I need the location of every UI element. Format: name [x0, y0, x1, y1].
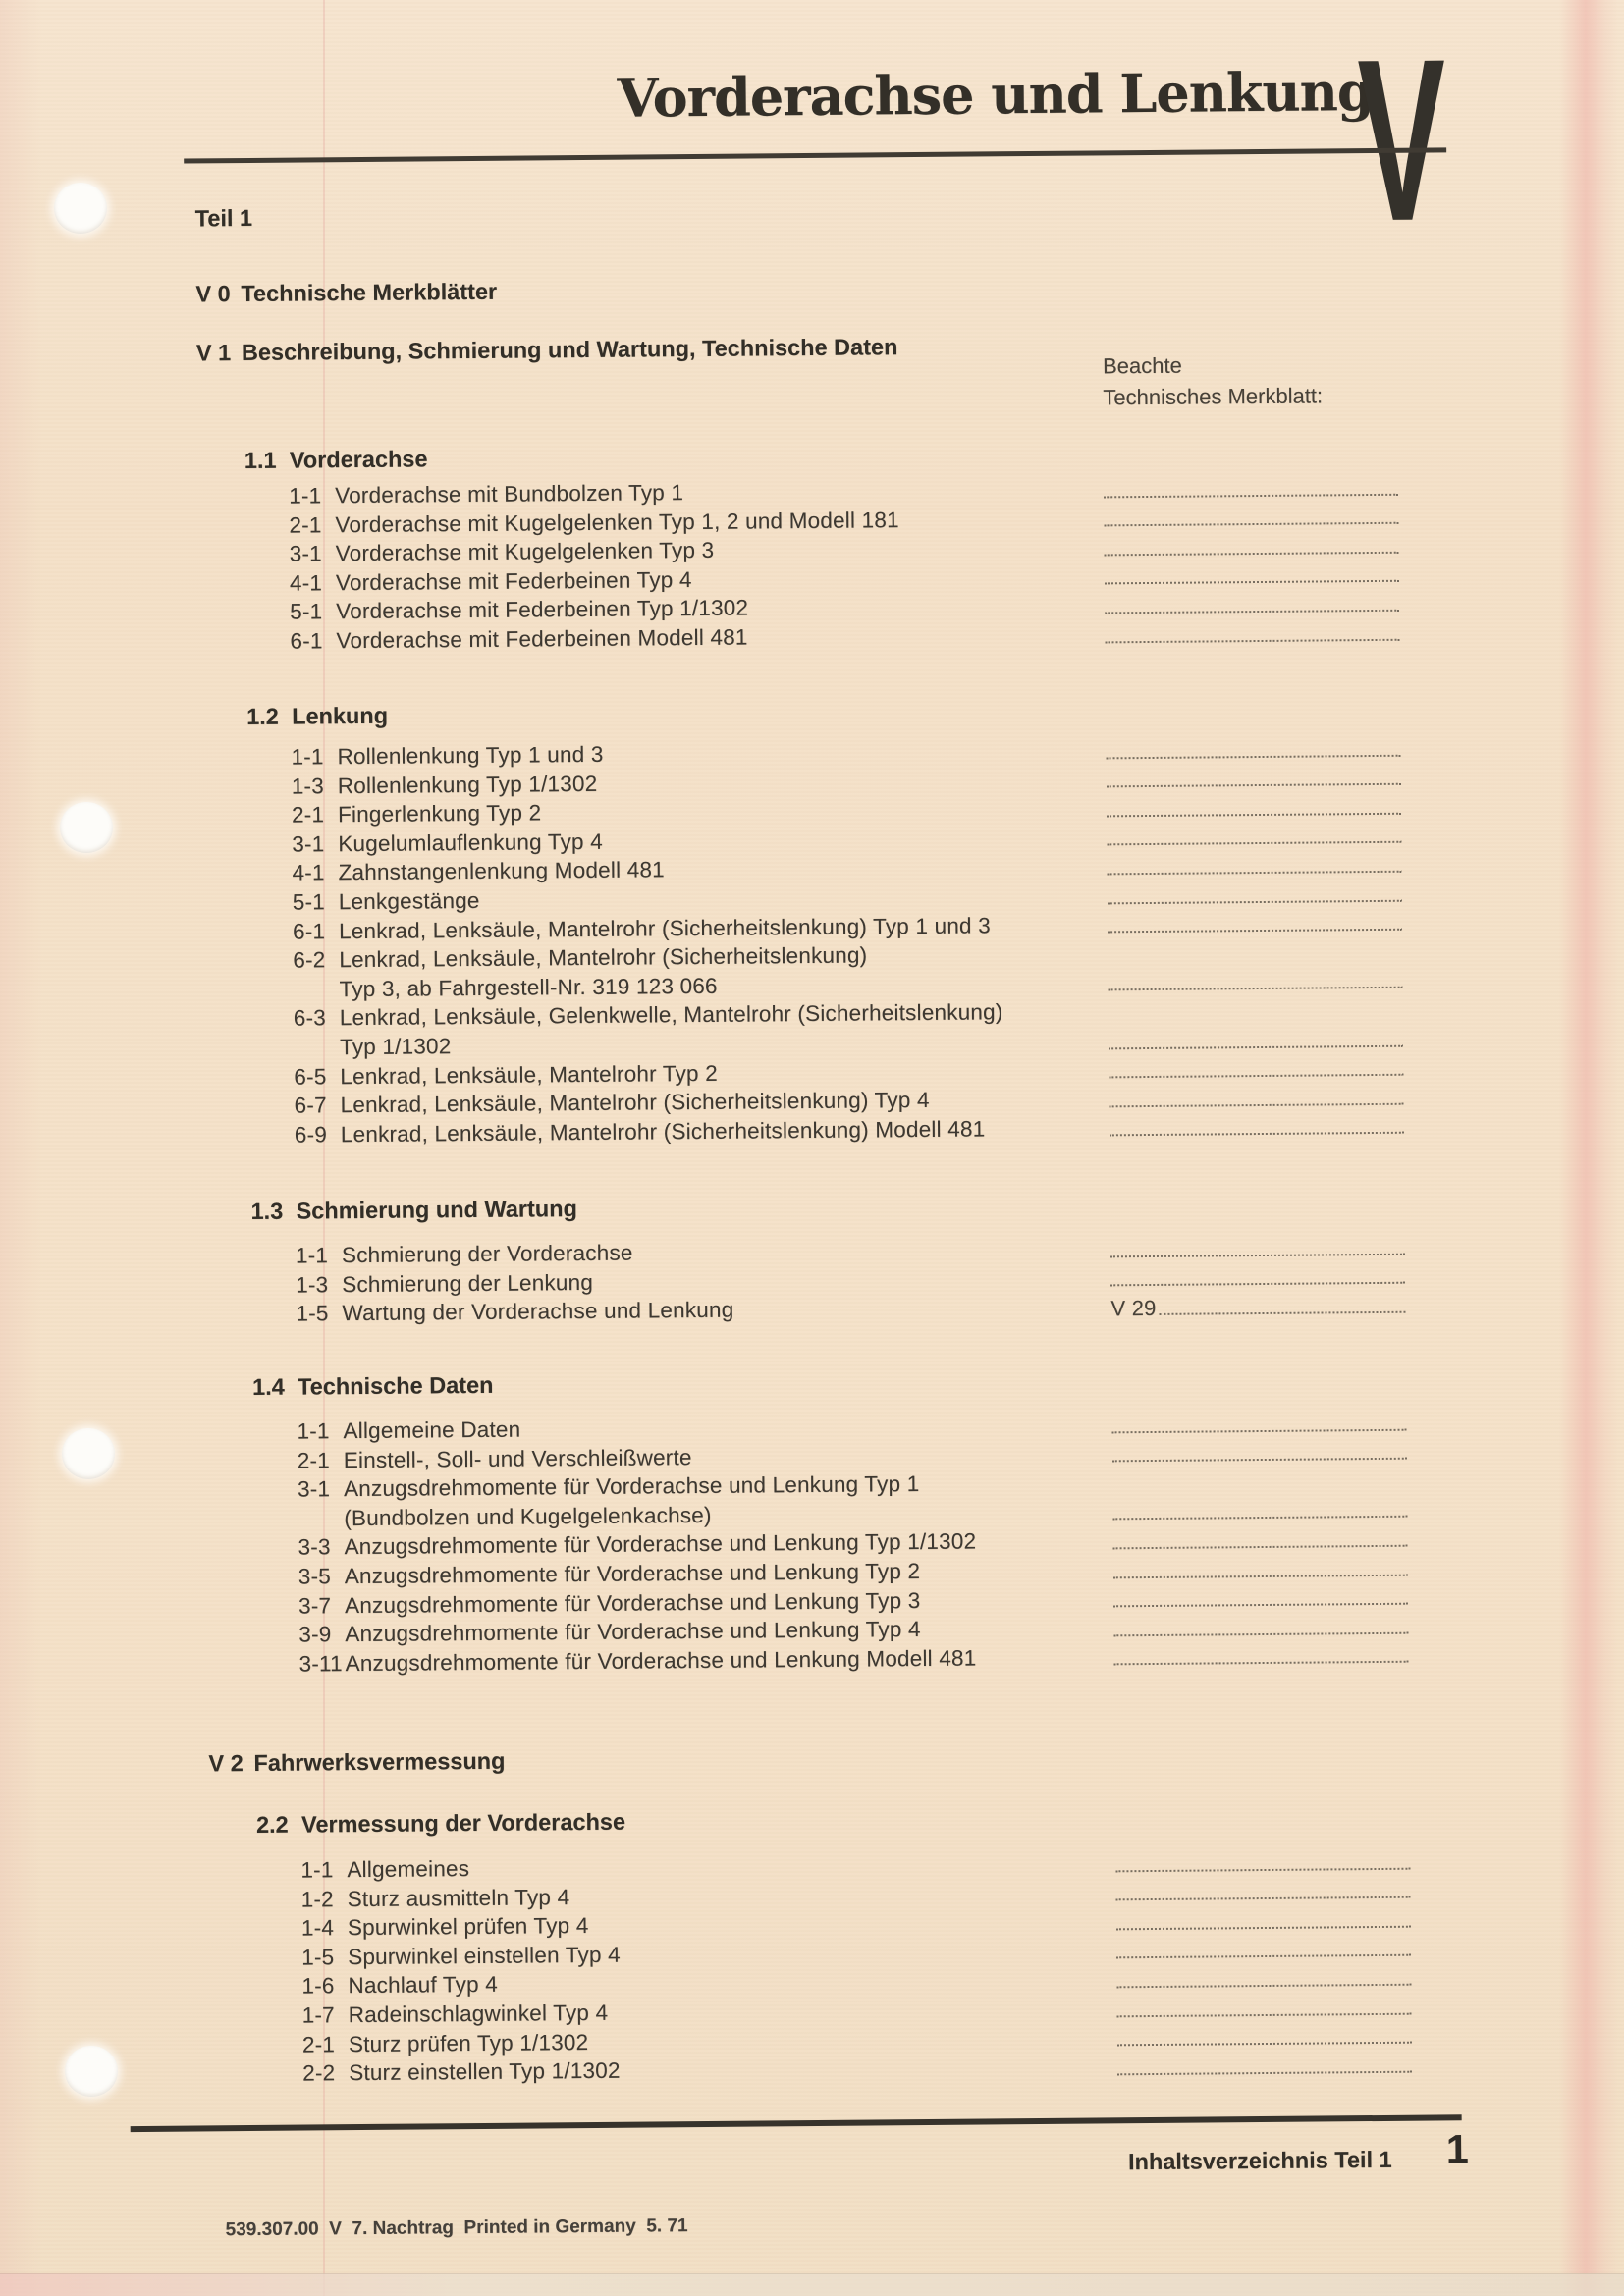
item-title: Vorderachse mit Bundbolzen Typ 1 [335, 480, 684, 508]
dotted-line [1117, 2012, 1412, 2017]
subsection-number: 1.2 [246, 703, 279, 730]
dotted-line [1104, 522, 1398, 527]
item-number: 6-3 [293, 1005, 327, 1031]
item-title: Lenkrad, Lenksäule, Mantelrohr (Sicherheitslenkung) Modell 481 [340, 1116, 986, 1147]
dotted-line [1105, 580, 1399, 585]
dotted-line [1107, 813, 1401, 818]
item-number: 4-1 [289, 570, 323, 596]
dotted-line [1116, 1954, 1411, 1959]
dotted-line [1109, 1044, 1403, 1049]
leader-line [1106, 638, 1400, 647]
item-title: Sturz einstellen Typ 1/1302 [349, 2057, 621, 2086]
part-label-text: Teil 1 [194, 204, 253, 232]
section-heading-v2 [208, 1748, 505, 1778]
item-title: Lenkrad, Lenksäule, Mantelrohr Typ 2 [340, 1060, 718, 1089]
dotted-line [1107, 841, 1401, 846]
item-title: Einstell-, Soll- und Verschleißwerte [343, 1444, 692, 1472]
item-title: Anzugsdrehmomente für Vorderachse und Lenkung Typ 3 [344, 1587, 921, 1618]
leader-line [1113, 1574, 1408, 1582]
dotted-line [1112, 1428, 1407, 1433]
leader-line [1109, 1044, 1403, 1053]
dotted-line [1109, 987, 1403, 991]
item-number: 3-1 [292, 831, 325, 857]
toc-list-schmierung [296, 1233, 1475, 1330]
leader-line [1110, 1282, 1405, 1291]
leader-line [1105, 552, 1399, 561]
dotted-line [1104, 493, 1398, 498]
toc-list-technische-daten [297, 1409, 1477, 1681]
imprint-line: 539.307.00 V 7. Nachtrag Printed in Germany 5. 71 [225, 2216, 688, 2241]
leader-line [1105, 580, 1399, 589]
leader-line [1110, 1132, 1404, 1141]
item-number: 3-1 [297, 1476, 331, 1502]
item-title: Vorderachse mit Kugelgelenken Typ 3 [335, 538, 715, 566]
item-title: Schmierung der Lenkung [342, 1269, 594, 1297]
item-number: 2-2 [302, 2060, 336, 2086]
leader-line [1112, 1516, 1407, 1524]
leader-line [1110, 1296, 1405, 1320]
dotted-line [1108, 871, 1402, 876]
item-number: 2-1 [301, 2031, 336, 2057]
page-number: 1 [1445, 2126, 1469, 2172]
leader-line [1115, 1867, 1410, 1876]
toc-item [293, 937, 1471, 1006]
subsection-heading-1-1 [244, 446, 428, 474]
leader-line [1113, 1603, 1408, 1612]
section-title: Beschreibung, Schmierung und Wartung, Technische Daten [241, 334, 898, 366]
leader-line [1107, 813, 1401, 822]
item-title: Vorderachse mit Kugelgelenken Typ 1, 2 und Modell 181 [335, 507, 899, 537]
dotted-line [1110, 1132, 1404, 1137]
item-number: 5-1 [290, 599, 323, 624]
merkblatt-ref: V 29 [1110, 1295, 1157, 1321]
dotted-line [1108, 899, 1402, 904]
note-line: Technisches Merkblatt: [1103, 383, 1324, 410]
item-number: 1-2 [300, 1886, 334, 1912]
item-number: 3-9 [298, 1622, 332, 1647]
dotted-line [1107, 754, 1401, 759]
footer-rule [131, 2114, 1462, 2132]
item-title: Rollenlenkung Typ 1 und 3 [337, 741, 604, 770]
section-heading-v1 [196, 334, 898, 366]
subsection-number: 1.3 [250, 1198, 284, 1224]
leader-line [1116, 1984, 1411, 1993]
item-number: 3-3 [298, 1534, 331, 1560]
dotted-line [1106, 638, 1400, 643]
item-title: Vorderachse mit Federbeinen Typ 4 [335, 566, 692, 595]
item-title-continuation: Typ 3, ab Fahrgestell-Nr. 319 123 066 [339, 973, 718, 1001]
toc-item [294, 995, 1472, 1064]
leader-line [1112, 1428, 1407, 1437]
merkblatt-note [1103, 348, 1323, 413]
section-code: V 2 [208, 1750, 244, 1777]
dotted-line [1113, 1631, 1408, 1636]
item-title: Anzugsdrehmomente für Vorderachse und Lenkung Modell 481 [345, 1645, 977, 1676]
leader-line [1110, 1102, 1404, 1111]
leader-line [1117, 2012, 1412, 2021]
toc-list-vermessung [300, 1847, 1481, 2090]
item-number: 1-4 [300, 1915, 335, 1941]
section-heading-v0 [195, 279, 497, 308]
dotted-line [1112, 1516, 1407, 1521]
dotted-line [1110, 1102, 1404, 1107]
item-number: 6-1 [290, 628, 323, 654]
section-code: V 0 [195, 281, 231, 307]
item-number: 1-1 [291, 744, 324, 770]
item-number: 2-1 [291, 802, 325, 828]
leader-line [1116, 1925, 1411, 1934]
leader-line [1108, 929, 1402, 937]
leader-line [1105, 610, 1399, 618]
item-title: Wartung der Vorderachse und Lenkung [342, 1297, 734, 1326]
item-title: Fingerlenkung Typ 2 [337, 800, 542, 828]
dotted-line [1116, 1896, 1411, 1901]
toc-list-lenkung [291, 734, 1473, 1151]
leader-line [1114, 1661, 1409, 1670]
item-number: 2-1 [289, 511, 322, 538]
item-number: 6-7 [294, 1093, 327, 1118]
item-number: 1-1 [295, 1243, 329, 1268]
dotted-line [1110, 1282, 1405, 1287]
subsection-heading-1-3 [250, 1196, 577, 1225]
leader-line [1104, 522, 1398, 531]
item-number: 6-1 [292, 918, 326, 944]
dotted-line [1105, 610, 1399, 614]
leader-line [1107, 841, 1401, 850]
item-number: 1-3 [296, 1271, 329, 1298]
leader-line [1110, 1253, 1405, 1261]
dotted-line [1109, 1074, 1403, 1079]
item-title: Sturz ausmitteln Typ 4 [347, 1884, 570, 1911]
subsection-heading-2-2 [256, 1809, 625, 1839]
item-title: Lenkrad, Lenksäule, Gelenkwelle, Mantelrohr (Sicherheitslenkung) [339, 999, 1003, 1031]
item-number: 3-11 [298, 1650, 343, 1677]
dotted-line [1113, 1545, 1408, 1550]
item-title-continuation: (Bundbolzen und Kugelgelenkachse) [344, 1502, 712, 1530]
subsection-title: Lenkung [292, 702, 389, 729]
item-number: 1-1 [300, 1857, 334, 1883]
page-title: Vorderachse und Lenkung [617, 59, 1374, 130]
leader-line [1107, 754, 1401, 763]
dotted-line [1114, 1661, 1409, 1666]
section-letter: V [1356, 10, 1447, 270]
item-title: Zahnstangenlenkung Modell 481 [338, 857, 665, 885]
subsection-title: Vermessung der Vorderachse [300, 1808, 626, 1838]
item-number: 1-5 [296, 1301, 329, 1326]
leader-line [1117, 2070, 1412, 2079]
leader-line [1117, 2042, 1412, 2051]
item-number: 3-7 [298, 1592, 332, 1619]
dotted-line [1113, 1574, 1408, 1578]
item-title: Schmierung der Vorderachse [341, 1240, 633, 1268]
note-line: Beachte [1102, 352, 1182, 379]
item-number: 1-1 [297, 1418, 330, 1444]
subsection-number: 2.2 [255, 1811, 289, 1838]
item-title: Radeinschlagwinkel Typ 4 [348, 2000, 609, 2028]
item-title: Anzugsdrehmomente für Vorderachse und Lenkung Typ 2 [344, 1559, 921, 1589]
part-label [195, 205, 253, 233]
dotted-line [1115, 1867, 1410, 1872]
item-number: 1-1 [289, 483, 322, 508]
leader-line [1116, 1896, 1411, 1905]
dotted-line [1117, 2070, 1412, 2075]
leader-line [1107, 783, 1401, 792]
subsection-title: Technische Daten [297, 1371, 494, 1400]
dotted-line [1110, 1253, 1405, 1257]
item-number: 1-5 [301, 1945, 335, 1970]
item-title: Spurwinkel einstellen Typ 4 [348, 1942, 621, 1969]
dotted-line [1105, 552, 1399, 557]
item-title: Vorderachse mit Federbeinen Modell 481 [336, 624, 748, 654]
footer-label: Inhaltsverzeichnis Teil 1 [1127, 2146, 1392, 2175]
subsection-title: Schmierung und Wartung [296, 1196, 577, 1224]
subsection-title: Vorderachse [289, 446, 428, 473]
subsection-number: 1.4 [251, 1373, 285, 1400]
subsection-heading-1-2 [246, 703, 388, 730]
leader-line [1108, 871, 1402, 880]
item-number: 1-3 [291, 773, 324, 799]
item-number: 4-1 [292, 860, 325, 885]
leader-line [1116, 1954, 1411, 1963]
leader-line [1113, 1545, 1408, 1554]
item-number: 6-5 [294, 1063, 327, 1090]
item-title-continuation: Typ 1/1302 [339, 1034, 452, 1060]
item-title: Anzugsdrehmomente für Vorderachse und Lenkung Typ 4 [345, 1617, 921, 1647]
subsection-number: 1.1 [244, 447, 277, 474]
section-title: Fahrwerksvermessung [253, 1747, 506, 1776]
leader-line [1112, 1458, 1407, 1467]
item-title: Lenkrad, Lenksäule, Mantelrohr (Sicherheitslenkung) Typ 1 und 3 [338, 912, 991, 943]
item-title: Allgemeines [347, 1856, 470, 1883]
item-number: 3-1 [289, 541, 322, 566]
item-title: Spurwinkel prüfen Typ 4 [347, 1913, 589, 1941]
dotted-line [1107, 783, 1401, 788]
item-number: 1-6 [301, 1973, 335, 1999]
item-title: Rollenlenkung Typ 1/1302 [337, 771, 598, 798]
item-title: Nachlauf Typ 4 [348, 1972, 499, 1999]
dotted-line [1116, 1984, 1411, 1989]
header-rule [184, 147, 1446, 163]
dotted-line [1108, 929, 1402, 934]
dotted-line [1160, 1311, 1406, 1315]
item-number: 5-1 [292, 889, 326, 915]
dotted-line [1117, 2042, 1412, 2047]
item-title: Kugelumlauflenkung Typ 4 [338, 828, 603, 856]
item-number: 6-2 [293, 947, 326, 973]
item-number: 2-1 [297, 1447, 330, 1473]
leader-line [1109, 987, 1403, 995]
item-title: Anzugsdrehmomente für Vorderachse und Lenkung Typ 1/1302 [344, 1528, 977, 1560]
item-title: Lenkrad, Lenksäule, Mantelrohr (Sicherheitslenkung) [339, 942, 868, 973]
dotted-line [1116, 1925, 1411, 1930]
item-title: Anzugsdrehmomente für Vorderachse und Lenkung Typ 1 [343, 1471, 920, 1502]
item-title: Lenkrad, Lenksäule, Mantelrohr (Sicherheitslenkung) Typ 4 [340, 1088, 930, 1118]
item-title: Vorderachse mit Federbeinen Typ 1/1302 [336, 595, 749, 624]
item-number: 6-9 [294, 1122, 328, 1148]
leader-line [1109, 1074, 1403, 1083]
item-title: Sturz prüfen Typ 1/1302 [348, 2029, 589, 2056]
item-title: Allgemeine Daten [343, 1416, 521, 1444]
dotted-line [1112, 1458, 1407, 1463]
section-title: Technische Merkblätter [241, 278, 498, 307]
leader-line [1113, 1631, 1408, 1640]
toc-list-vorderachse [289, 473, 1469, 658]
item-number: 1-7 [301, 2002, 335, 2028]
item-title: Lenkgestänge [338, 887, 480, 915]
section-code: V 1 [195, 340, 232, 366]
dotted-line [1113, 1603, 1408, 1608]
leader-line [1104, 493, 1398, 502]
subsection-heading-1-4 [252, 1372, 494, 1401]
leader-line [1108, 899, 1402, 908]
toc-item [298, 1467, 1476, 1535]
item-number: 3-5 [298, 1564, 332, 1589]
